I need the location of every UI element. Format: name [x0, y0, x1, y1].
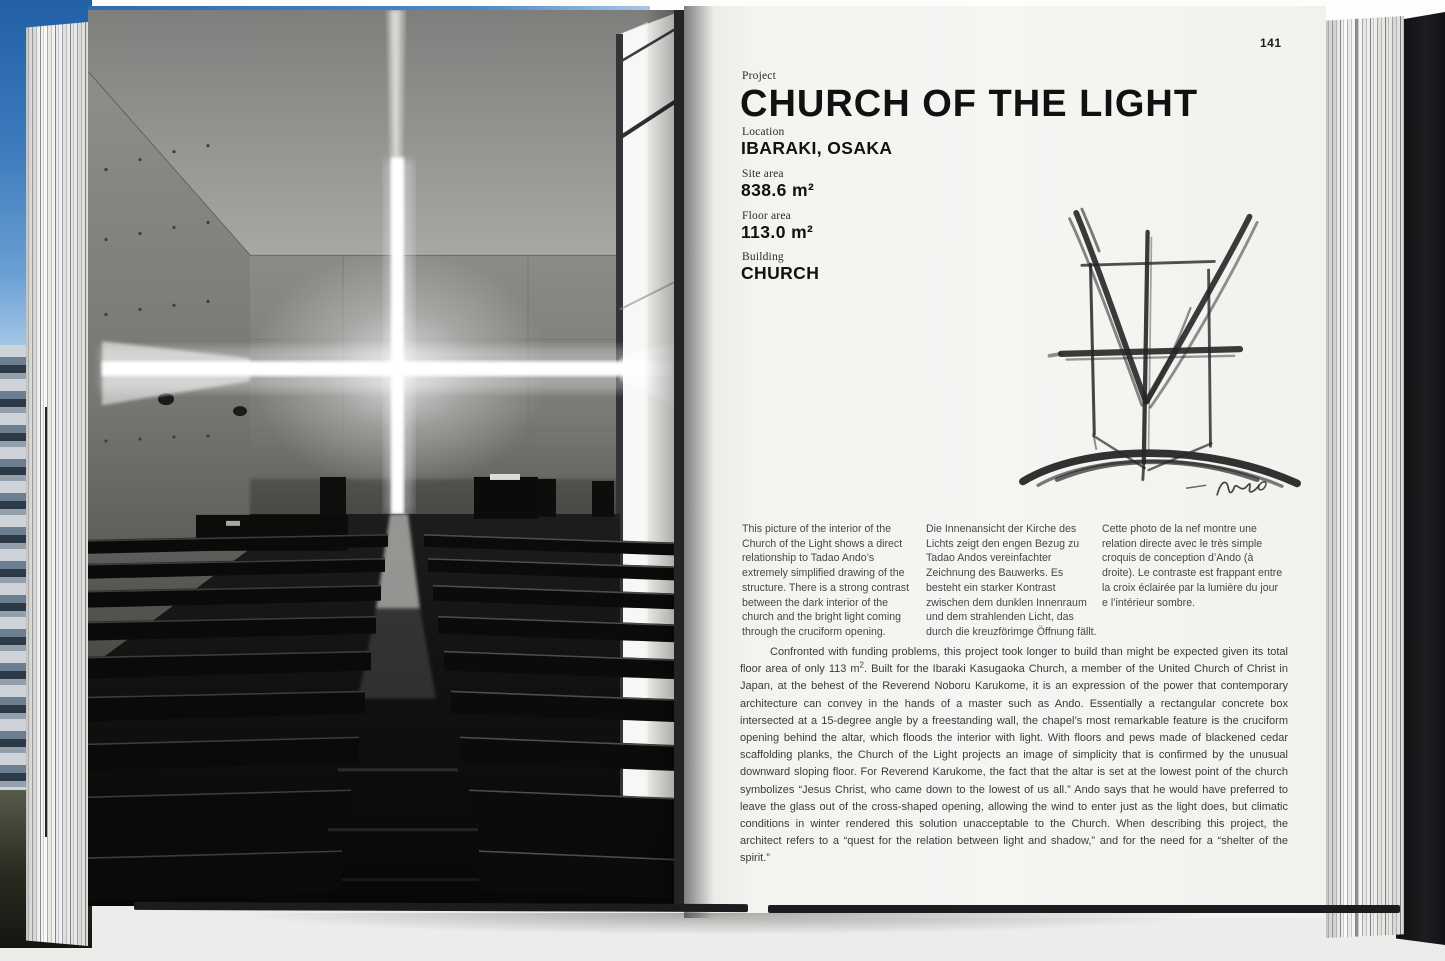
body-text [740, 644, 1288, 868]
page-edges-right [1326, 16, 1404, 938]
wall-sconce [233, 406, 247, 416]
project-label: Project [742, 70, 776, 82]
bottom-page-block-edge [768, 905, 1400, 913]
caption-french: Cette photo de la nef montre une relation directe avec le très simple croquis de conception d’Ando (à droite). Le contraste est frappant entre la croix éclairée par la lumière du jour e l’intérieur sombre. [1102, 523, 1283, 609]
page-edge-hairline [1356, 16, 1358, 938]
site-area-value: 838.6 m² [741, 180, 815, 200]
page-edge-hairline [45, 407, 47, 837]
book-shadow [50, 913, 1400, 943]
bottom-page-block-edge [134, 902, 748, 912]
floor-area-label: Floor area [742, 210, 791, 222]
right-page [684, 6, 1326, 918]
body-superscript: 2 [859, 660, 864, 670]
body-part2: . Built for the Ibaraki Kasugaoka Church, a member of the United Church of Christ in Japan, at the behest of the Reverend Noboru Karukome, it is an expression of the power that contemporary architecture can convey in the hands of a master such as Ando. Essentially a rectangular concrete box intersected at a 15-degree angle by a freestanding wall, the chapel’s most remarkable feature is the cruciform opening behind the altar, which floods the interior with light. With floors and pews made of blackened cedar scaffolding planks, the Church of the Light projects an image of simplicity that is confirmed by the unusual downward sloping floor. For Reverend Karukome, the fact that the altar is set at the lowest point of the church symbolizes “Jesus Christ, who came down to the lowest of us all.” Ando says that he would have preferred to leave the glass out of the cross-shaped opening, allowing the wind to enter just as the light does, but climatic conditions in winter rendered this solution unacceptable to the Church. When describing this project, the architect refers to a “quest for the relation between light and shadow,” and for the need for a “shelter of the spirit.” [740, 663, 1288, 865]
building-label: Building [742, 251, 784, 263]
caption-english: This picture of the interior of the Church of the Light shows a direct relationship to Tadao Ando’s extremely simplified drawing of the structure. There is a strong contrast between the dark interior of the church and the bright light coming through the cruciform opening. [742, 523, 910, 638]
location-label: Location [742, 126, 785, 138]
site-area-label: Site area [742, 168, 784, 180]
location-value: IBARAKI, OSAKA [741, 138, 893, 158]
floor-area-value: 113.0 m² [741, 222, 814, 242]
signature-dash [1187, 485, 1206, 488]
church-interior-photo [88, 10, 684, 906]
page-number: 141 [1260, 36, 1282, 50]
building-value: CHURCH [741, 263, 820, 283]
left-page [88, 10, 684, 906]
signature-squiggle [1217, 482, 1259, 494]
ando-sketch [1000, 190, 1320, 512]
project-title: CHURCH OF THE LIGHT [740, 83, 1199, 125]
page-edges-left [26, 22, 88, 946]
photo-gutter-shade [644, 10, 674, 906]
photo-edge-band [674, 10, 684, 906]
body-part1: Confronted with funding problems, this project took longer to build than might be expected given its total floor area of only 113 m [740, 646, 1288, 676]
caption-german: Die Innenansicht der Kirche des Lichts zeigt den engen Bezug zu Tadao Andos vereinfachter Zeichnung des Bauwerks. Es besteht ein starker Kontrast zwischen dem dunklen Innenraum und dem strahlenden Licht, das durch die kreuzförimge Öffnung fällt. [926, 523, 1097, 638]
